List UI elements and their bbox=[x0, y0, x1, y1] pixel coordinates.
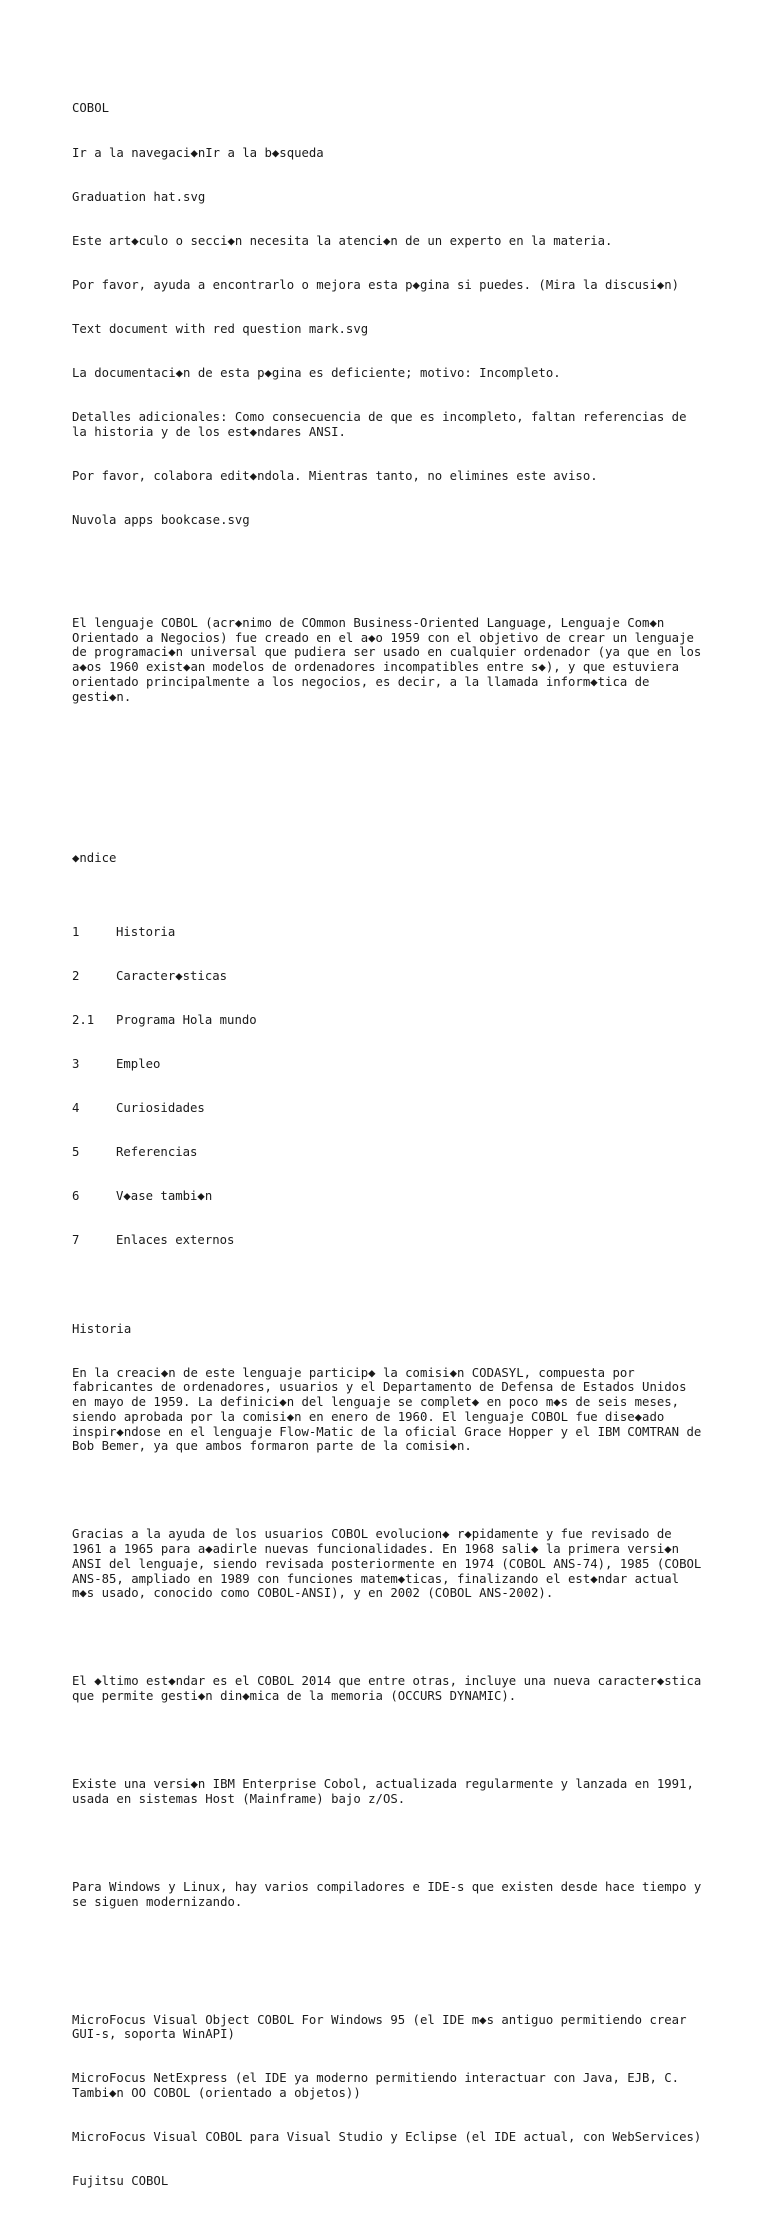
history-paragraph-2: Gracias a la ayuda de los usuarios COBOL evolucion◆ r◆pidamente y fue revisado de 1961 a 1965 para a◆adirle nuevas funcionalidades. En 1968 sali◆ la primera versi◆n ANSI del lenguaje, siendo revisada posteriormente en 1974 (COBOL ANS-74), 1985 (COBOL ANS-85, ampliado en 1989 con funciones matem◆ticas, finalizando el est◆ndar actual m◆s usado, conocido como COBOL-ANSI), y en 2002 (COBOL ANS-2002). bbox=[72, 1527, 709, 1601]
image-caption-bookcase: Nuvola apps bookcase.svg bbox=[72, 513, 250, 528]
toc-item: 6 V◆ase tambi◆n bbox=[72, 1189, 213, 1204]
toc-item: 1 Historia bbox=[72, 924, 176, 939]
expert-notice: Este art◆culo o secci◆n necesita la atenci◆n de un experto en la materia. bbox=[72, 233, 613, 248]
history-paragraph-4: Existe una versi◆n IBM Enterprise Cobol, actualizada regularmente y lanzada en 1991, usada en sistemas Host (Mainframe) bajo z/OS. bbox=[72, 1777, 702, 1807]
image-caption-graduation-hat: Graduation hat.svg bbox=[72, 189, 206, 204]
history-paragraph-5: Para Windows y Linux, hay varios compiladores e IDE-s que existen desde hace tiempo y se siguen modernizando. bbox=[72, 1880, 709, 1909]
list-item: Fujitsu COBOL bbox=[72, 2174, 169, 2189]
toc-item: 7 Enlaces externos bbox=[72, 1233, 235, 1248]
intro-paragraph: El lenguaje COBOL (acr◆nimo de COmmon Business-Oriented Language, Lenguaje Com◆n Orientado a Negocios) fue creado en el a◆o 1959 con el objetivo de crear un lenguaje de programaci◆n universal que pudiera ser usado en cualquier ordenador (ya que en los a◆os 1960 exist◆an modelos de ordenadores incompatibles entre s◆), y que estuviera orientado principalmente a los negocios, es decir, a la llamada inform◆tica de gesti◆n. bbox=[72, 616, 709, 704]
image-caption-question-mark: Text document with red question mark.svg bbox=[72, 321, 369, 336]
toc-title: ◆ndice bbox=[72, 851, 117, 866]
doc-title: COBOL bbox=[72, 101, 110, 116]
toc-item: 2 Caracter◆sticas bbox=[72, 968, 228, 983]
expert-notice-help: Por favor, ayuda a encontrarlo o mejora esta p◆gina si puedes. (Mira la discusi◆n) bbox=[72, 277, 680, 292]
list-item: MicroFocus Visual COBOL para Visual Studio y Eclipse (el IDE actual, con WebServices) bbox=[72, 2130, 702, 2145]
toc-item: 3 Empleo bbox=[72, 1057, 161, 1072]
history-paragraph-1: En la creaci◆n de este lenguaje particip◆ la comisi◆n CODASYL, compuesta por fabricantes de ordenadores, usuarios y el Departamento de Defensa de Estados Unidos en mayo de 1959. La definici◆n del lenguaje se complet◆ en poco m◆s de seis meses, siendo aprobada por la comisi◆n en enero de 1960. El lenguaje COBOL fue dise◆ado inspir◆ndose en el lenguaje Flow-Matic de la oficial Grace Hopper y el IBM COMTRAN de Bob Bemer, ya que ambos formaron parte de la comisi◆n. bbox=[72, 1365, 709, 1454]
collaborate-notice: Por favor, colabora edit◆ndola. Mientras tanto, no elimines este aviso. bbox=[72, 468, 598, 483]
toc-item: 2.1 Programa Hola mundo bbox=[72, 1012, 257, 1027]
history-paragraph-3: El ◆ltimo est◆ndar es el COBOL 2014 que entre otras, incluye una nueva caracter◆stica que permite gesti◆n din◆mica de la memoria (OCCURS DYNAMIC). bbox=[72, 1674, 709, 1704]
toc-item: 5 Referencias bbox=[72, 1145, 198, 1160]
documentation-details: Detalles adicionales: Como consecuencia de que es incompleto, faltan referencias de la historia y de los est◆ndares ANSI. bbox=[72, 410, 694, 439]
toc-item: 4 Curiosidades bbox=[72, 1101, 205, 1116]
nav-links-text: Ir a la navegaci◆nIr a la b◆squeda bbox=[72, 145, 324, 160]
list-item: MicroFocus NetExpress (el IDE ya moderno permitiendo interactuar con Java, EJB, C. Tambi◆n OO COBOL (orientado a objetos)) bbox=[72, 2071, 687, 2101]
list-item: MicroFocus Visual Object COBOL For Windows 95 (el IDE m◆s antiguo permitiendo crear GUI-s, soporta WinAPI) bbox=[72, 2012, 694, 2042]
document-page bbox=[72, 72, 709, 2233]
table-of-contents bbox=[72, 895, 702, 1277]
documentation-notice: La documentaci◆n de esta p◆gina es deficiente; motivo: Incompleto. bbox=[72, 366, 561, 381]
history-heading: Historia bbox=[72, 1321, 132, 1336]
compiler-list bbox=[72, 1983, 702, 2218]
